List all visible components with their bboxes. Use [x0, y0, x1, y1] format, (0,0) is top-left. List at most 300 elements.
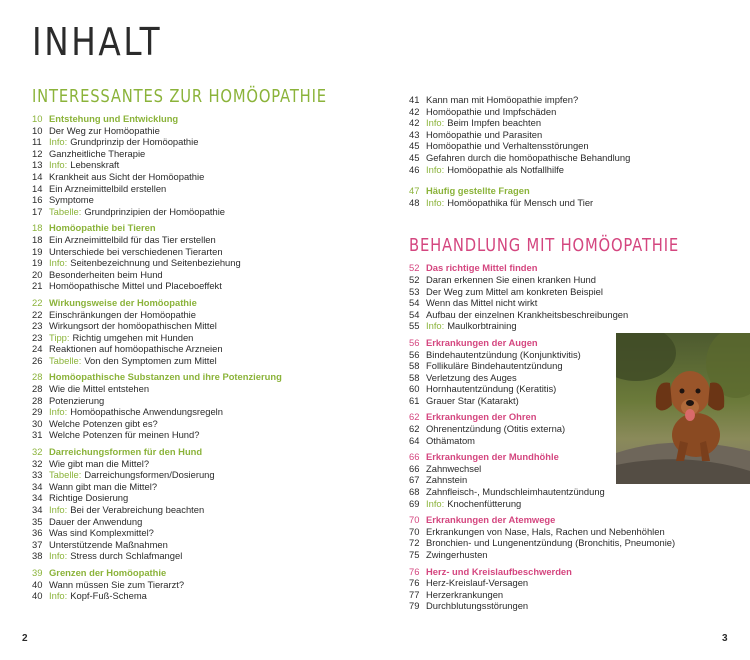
toc-entry — [409, 486, 749, 498]
entry-label — [49, 550, 382, 562]
page-ref: 68 — [409, 486, 420, 498]
chapter-heading — [32, 222, 382, 234]
dog-illustration — [616, 333, 750, 484]
page-ref: 41 — [409, 94, 420, 105]
entry-label — [49, 383, 382, 395]
entry-label — [426, 94, 749, 106]
toc-entry — [32, 516, 382, 528]
chapter-block — [32, 222, 382, 292]
entry-prefix: Info: — [426, 196, 445, 208]
chapter-heading — [32, 446, 382, 458]
toc-entry — [32, 206, 382, 218]
toc-entry — [409, 106, 749, 118]
page-ref: 28 — [32, 371, 43, 383]
page-ref: 24 — [32, 343, 43, 355]
chapter-title: Erkrankungen der Ohren — [426, 411, 537, 423]
page-ref: 77 — [409, 588, 420, 600]
entry-label — [426, 286, 749, 298]
toc-entry — [32, 234, 382, 246]
page-ref: 55 — [409, 320, 420, 332]
chapter-title: Erkrankungen der Mundhöhle — [426, 451, 559, 463]
entry-label — [49, 171, 382, 183]
toc-entry — [32, 429, 382, 441]
entry-label — [49, 590, 382, 602]
page-ref: 12 — [32, 147, 43, 159]
page-ref: 22 — [32, 308, 43, 320]
entry-label — [426, 274, 749, 286]
entry-text: Follikuläre Bindehautentzündung — [426, 360, 563, 372]
toc-entry — [409, 140, 749, 152]
toc-entry — [409, 152, 749, 164]
chapter-block — [409, 185, 749, 208]
toc-entry — [32, 539, 382, 551]
toc-entry — [32, 257, 382, 269]
page-ref: 67 — [409, 474, 420, 486]
entry-label — [49, 257, 382, 269]
entry-label — [49, 469, 382, 481]
toc-entry — [32, 246, 382, 258]
page-number-right: 3 — [722, 633, 728, 644]
toc-entry — [409, 549, 749, 561]
page-ref: 60 — [409, 383, 420, 395]
entry-text: Durchblutungsstörungen — [426, 600, 529, 612]
entry-prefix: Tabelle: — [49, 469, 82, 481]
page-number-left: 2 — [22, 633, 28, 644]
chapter-heading — [32, 113, 382, 125]
chapter-title: Das richtige Mittel finden — [426, 262, 538, 274]
toc-entry — [32, 309, 382, 321]
chapter-title: Entstehung und Entwicklung — [49, 113, 179, 124]
page-ref: 47 — [409, 185, 420, 197]
chapter-block — [32, 297, 382, 367]
chapter-title: Erkrankungen der Atemwege — [426, 514, 556, 526]
toc-entry — [32, 406, 382, 418]
page-ref: 72 — [409, 537, 420, 549]
entry-text: Potenzierung — [49, 394, 105, 406]
toc-entry — [409, 577, 749, 589]
entry-label — [49, 159, 382, 171]
page-ref: 54 — [409, 297, 420, 309]
page-ref: 10 — [32, 124, 43, 136]
toc-entry — [409, 286, 749, 298]
toc-entry — [32, 383, 382, 395]
chapter-block — [32, 567, 382, 602]
chapter-block — [32, 113, 382, 217]
page-ref: 35 — [32, 515, 43, 527]
page-ref: 64 — [409, 434, 420, 446]
toc-entry — [32, 527, 382, 539]
entry-prefix: Info: — [49, 550, 68, 562]
entry-text: Wenn das Mittel nicht wirkt — [426, 297, 538, 309]
toc-entry — [409, 274, 749, 286]
toc-entry — [409, 537, 749, 549]
page-ref: 19 — [32, 245, 43, 257]
entry-text: Seitenbezeichnung und Seitenbeziehung — [70, 257, 241, 269]
entry-text: Was sind Komplexmittel? — [49, 527, 154, 539]
entry-text: Homöopathie und Parasiten — [426, 128, 543, 140]
entry-text: Darreichungsformen/Dosierung — [84, 469, 215, 481]
entry-text: Bei der Verabreichung beachten — [70, 504, 205, 515]
entry-text: Ein Arzneimittelbild für das Tier erstellen — [49, 233, 216, 245]
entry-label — [49, 481, 382, 493]
entry-text: Stress durch Schlafmangel — [70, 550, 183, 562]
chapter-title: Herz- und Kreislaufbeschwerden — [426, 565, 572, 577]
toc-entry — [32, 269, 382, 281]
entry-label — [49, 183, 382, 195]
page-ref: 52 — [409, 262, 420, 274]
part-title-behandlung: BEHANDLUNG MIT HOMÖOPATHIE — [409, 235, 680, 257]
entry-label — [49, 194, 382, 206]
toc-entry — [409, 197, 749, 209]
page-ref: 34 — [32, 504, 43, 515]
page-ref: 62 — [409, 411, 420, 423]
entry-text: Homöopathische Mittel und Placeboeffekt — [49, 280, 222, 292]
entry-label — [49, 492, 382, 504]
toc-entry — [32, 171, 382, 183]
page-ref: 42 — [409, 117, 420, 129]
page-ref: 10 — [32, 113, 43, 124]
toc-entry — [32, 148, 382, 160]
entry-text: Zwingerhusten — [426, 549, 488, 560]
page-ref: 23 — [32, 331, 43, 343]
page-ref: 19 — [32, 257, 43, 269]
page-ref: 43 — [409, 128, 420, 140]
dachshund-photo — [616, 333, 750, 484]
entry-text: Othämatom — [426, 434, 475, 446]
entry-label — [49, 343, 382, 355]
page-ref: 54 — [409, 308, 420, 320]
entry-text: Daran erkennen Sie einen kranken Hund — [426, 273, 596, 285]
entry-label — [49, 458, 382, 470]
toc-entry — [32, 343, 382, 355]
entry-text: Homöopathische Anwendungsregeln — [70, 406, 223, 418]
entry-text: Bindehautentzündung (Konjunktivitis) — [426, 348, 581, 360]
page-ref: 66 — [409, 451, 420, 463]
chapter-title: Wirkungsweise der Homöopathie — [49, 296, 197, 308]
page-ref: 70 — [409, 514, 420, 526]
page-ref: 38 — [32, 550, 43, 562]
entry-text: Unterschiede bei verschiedenen Tierarten — [49, 245, 223, 257]
toc-entry — [409, 600, 749, 612]
page-ref: 32 — [32, 446, 43, 458]
toc-entry — [32, 469, 382, 481]
continued-list — [409, 94, 749, 175]
page-ref: 61 — [409, 394, 420, 406]
page-ref: 40 — [32, 590, 43, 602]
entry-text: Zahnstein — [426, 474, 468, 486]
entry-text: Symptome — [49, 194, 94, 206]
chapter-block — [409, 262, 749, 332]
entry-label — [49, 280, 382, 292]
entry-label — [49, 429, 382, 441]
page-ref: 28 — [32, 383, 43, 395]
page-ref: 75 — [409, 549, 420, 560]
entry-text: Grundprinzipien der Homöopathie — [84, 205, 226, 217]
entry-text: Kopf-Fuß-Schema — [70, 590, 147, 602]
entry-label — [426, 164, 749, 176]
page-ref: 28 — [32, 394, 43, 406]
page-ref: 31 — [32, 429, 43, 441]
page-ref: 76 — [409, 565, 420, 577]
page-ref: 21 — [32, 280, 43, 292]
entry-label — [426, 600, 749, 612]
toc-entry — [32, 355, 382, 367]
page-ref: 26 — [32, 354, 43, 366]
page-ref: 17 — [32, 205, 43, 217]
chapter-heading — [409, 262, 749, 274]
chapter-title: Erkrankungen der Augen — [426, 336, 538, 348]
toc-entry — [32, 159, 382, 171]
page-ref: 33 — [32, 469, 43, 481]
entry-prefix: Tipp: — [49, 331, 70, 343]
toc-entry — [409, 498, 749, 510]
toc-entry — [32, 395, 382, 407]
entry-text: Homöopathie als Notfallhilfe — [447, 163, 564, 175]
toc-entry — [32, 183, 382, 195]
entry-label — [49, 206, 382, 218]
entry-text: Herzerkrankungen — [426, 588, 504, 600]
entry-label — [426, 309, 749, 321]
entry-text: Richtige Dosierung — [49, 492, 129, 504]
entry-label — [49, 527, 382, 539]
page-ref: 66 — [409, 462, 420, 474]
entry-label — [426, 197, 749, 209]
entry-text: Welche Potenzen gibt es? — [49, 417, 158, 429]
page-ref: 42 — [409, 105, 420, 117]
toc-entry — [409, 129, 749, 141]
entry-text: Der Weg zur Homöopathie — [49, 124, 160, 136]
page-ref: 30 — [32, 417, 43, 429]
entry-text: Lebenskraft — [70, 159, 120, 171]
entry-label — [49, 246, 382, 258]
entry-label — [426, 549, 749, 561]
chapter-faq — [409, 185, 749, 208]
entry-text: Erkrankungen von Nase, Hals, Rachen und Nebenhöhlen — [426, 525, 665, 537]
page-ref: 62 — [409, 423, 420, 435]
entry-text: Zahnwechsel — [426, 462, 482, 474]
entry-text: Reaktionen auf homöopathische Arzneien — [49, 343, 223, 355]
entry-label — [49, 516, 382, 528]
entry-prefix: Info: — [49, 406, 68, 418]
page-ref: 39 — [32, 566, 43, 578]
page-ref: 45 — [409, 140, 420, 152]
chapter-title: Homöopathie bei Tieren — [49, 222, 156, 234]
toc-entry — [409, 309, 749, 321]
entry-text: Welche Potenzen für meinen Hund? — [49, 429, 200, 441]
page-ref: 11 — [32, 136, 42, 148]
toc-entry — [409, 320, 749, 332]
part-title-interessantes: INTERESSANTES ZUR HOMÖOPATHIE — [32, 86, 327, 107]
entry-text: Von den Symptomen zum Mittel — [84, 354, 217, 366]
entry-text: Herz-Kreislauf-Versagen — [426, 577, 529, 589]
entry-text: Wie die Mittel entstehen — [49, 383, 150, 395]
toc-entry — [32, 492, 382, 504]
toc-entry — [32, 332, 382, 344]
page-ref: 18 — [32, 222, 43, 234]
entry-text: Gefahren durch die homöopathische Behandlung — [426, 151, 631, 163]
page-title: INHALT — [32, 20, 163, 64]
entry-label — [426, 129, 749, 141]
chapter-heading — [32, 297, 382, 309]
page-ref: 40 — [32, 578, 43, 590]
page-ref: 56 — [409, 348, 420, 360]
entry-prefix: Info: — [426, 497, 445, 509]
entry-text: Grundprinzip der Homöopathie — [70, 136, 199, 148]
toc-entry — [32, 579, 382, 591]
toc-entry — [32, 458, 382, 470]
entry-text: Wirkungsort der homöopathischen Mittel — [49, 320, 217, 332]
entry-text: Homöopathie und Verhaltensstörungen — [426, 140, 589, 152]
page-ref: 34 — [32, 480, 43, 492]
toc-entry — [32, 194, 382, 206]
entry-label — [426, 537, 749, 549]
entry-label — [49, 579, 382, 591]
toc-entry — [32, 136, 382, 148]
entry-text: Wie gibt man die Mittel? — [49, 457, 150, 469]
page-ref: 69 — [409, 497, 420, 509]
entry-text: Ohrenentzündung (Otitis externa) — [426, 423, 566, 435]
entry-label — [426, 498, 749, 510]
entry-text: Wann gibt man die Mittel? — [49, 480, 158, 492]
entry-text: Verletzung des Auges — [426, 371, 517, 383]
entry-text: Aufbau der einzelnen Krankheitsbeschreibungen — [426, 308, 629, 320]
page-ref: 20 — [32, 268, 43, 280]
page-ref: 18 — [32, 233, 43, 245]
toc-entry — [409, 164, 749, 176]
page-ref: 14 — [32, 182, 43, 194]
entry-text: Grauer Star (Katarakt) — [426, 394, 519, 406]
page-ref: 56 — [409, 336, 420, 348]
entry-text: Krankheit aus Sicht der Homöopathie — [49, 170, 205, 182]
page-ref: 34 — [32, 492, 43, 504]
entry-text: Homöopathika für Mensch und Tier — [447, 196, 594, 208]
page-ref: 32 — [32, 457, 43, 469]
page-ref: 16 — [32, 194, 43, 206]
chapter-block — [32, 371, 382, 441]
page-ref: 76 — [409, 577, 420, 589]
entry-label — [426, 140, 749, 152]
entry-prefix: Tabelle: — [49, 354, 82, 366]
page-ref: 53 — [409, 285, 420, 297]
page-ref: 70 — [409, 525, 420, 537]
entry-text: Wann müssen Sie zum Tierarzt? — [49, 578, 185, 590]
chapter-block — [409, 514, 749, 560]
toc-entry — [32, 481, 382, 493]
entry-text: Bronchien- und Lungenentzündung (Bronchitis, Pneumonie) — [426, 537, 676, 549]
chapter-title: Homöopathische Substanzen und ihre Potenzierung — [49, 371, 282, 383]
entry-prefix: Info: — [49, 159, 68, 171]
toc-entry — [409, 117, 749, 129]
entry-label — [49, 355, 382, 367]
entry-label — [49, 234, 382, 246]
toc-entry — [32, 280, 382, 292]
chapter-heading — [409, 566, 749, 578]
page-ref: 36 — [32, 527, 43, 539]
entry-text: Homöopathie und Impfschäden — [426, 105, 557, 117]
page-ref: 45 — [409, 151, 420, 163]
page-ref: 22 — [32, 296, 43, 308]
entry-text: Maulkorbtraining — [447, 320, 517, 332]
entry-text: Zahnfleisch-, Mundschleimhautentzündung — [426, 486, 605, 498]
chapter-title: Häufig gestellte Fragen — [426, 185, 530, 197]
entry-label — [49, 418, 382, 430]
entry-label — [426, 106, 749, 118]
page-ref: 13 — [32, 159, 43, 171]
toc-entry — [32, 550, 382, 562]
entry-label — [49, 504, 382, 516]
chapter-heading — [32, 371, 382, 383]
entry-label — [49, 395, 382, 407]
entry-text: Unterstützende Maßnahmen — [49, 538, 168, 550]
entry-label — [49, 125, 382, 137]
entry-label — [426, 152, 749, 164]
page-ref: 58 — [409, 371, 420, 383]
entry-text: Kann man mit Homöopathie impfen? — [426, 94, 579, 105]
entry-prefix: Tabelle: — [49, 205, 82, 217]
entry-prefix: Info: — [49, 590, 68, 602]
chapter-heading — [409, 185, 749, 197]
entry-prefix: Info: — [426, 320, 445, 332]
entry-label — [426, 589, 749, 601]
entry-label — [49, 148, 382, 160]
entry-text: Der Weg zum Mittel am konkreten Beispiel — [426, 285, 603, 297]
page-ref: 37 — [32, 538, 43, 550]
entry-text: Beim Impfen beachten — [447, 117, 542, 129]
chapter-block — [32, 446, 382, 562]
chapter-block — [409, 566, 749, 612]
entry-prefix: Info: — [426, 163, 445, 175]
entry-label — [49, 136, 382, 148]
page-ref: 52 — [409, 273, 420, 285]
entry-prefix: Info: — [49, 136, 68, 148]
left-chapter-list — [32, 113, 382, 602]
entry-label — [49, 309, 382, 321]
toc-entry — [32, 590, 382, 602]
entry-label — [49, 406, 382, 418]
toc-entry — [409, 297, 749, 309]
toc-entry — [32, 125, 382, 137]
entry-label — [49, 539, 382, 551]
entry-label — [426, 486, 749, 498]
page-ref: 29 — [32, 406, 43, 418]
entry-text: Ein Arzneimittelbild erstellen — [49, 182, 167, 194]
toc-entry — [409, 526, 749, 538]
toc-entry — [409, 589, 749, 601]
page-ref: 58 — [409, 360, 420, 372]
page-ref: 48 — [409, 196, 420, 208]
entry-label — [49, 332, 382, 344]
entry-text: Dauer der Anwendung — [49, 515, 143, 527]
entry-text: Einschränkungen der Homöopathie — [49, 308, 196, 320]
entry-prefix: Info: — [49, 504, 68, 515]
entry-text: Knochenfütterung — [447, 497, 522, 509]
entry-label — [426, 526, 749, 538]
entry-text: Richtig umgehen mit Hunden — [72, 331, 194, 343]
page-ref: 14 — [32, 170, 43, 182]
toc-entry — [32, 418, 382, 430]
entry-label — [426, 297, 749, 309]
chapter-title: Grenzen der Homöopathie — [49, 566, 167, 578]
entry-label — [49, 269, 382, 281]
entry-label — [49, 320, 382, 332]
chapter-heading — [32, 567, 382, 579]
chapter-title: Darreichungsformen für den Hund — [49, 446, 203, 458]
entry-text: Besonderheiten beim Hund — [49, 268, 163, 280]
toc-entry — [409, 94, 749, 106]
toc-entry — [32, 320, 382, 332]
entry-prefix: Info: — [49, 257, 68, 269]
page-ref: 46 — [409, 163, 420, 175]
